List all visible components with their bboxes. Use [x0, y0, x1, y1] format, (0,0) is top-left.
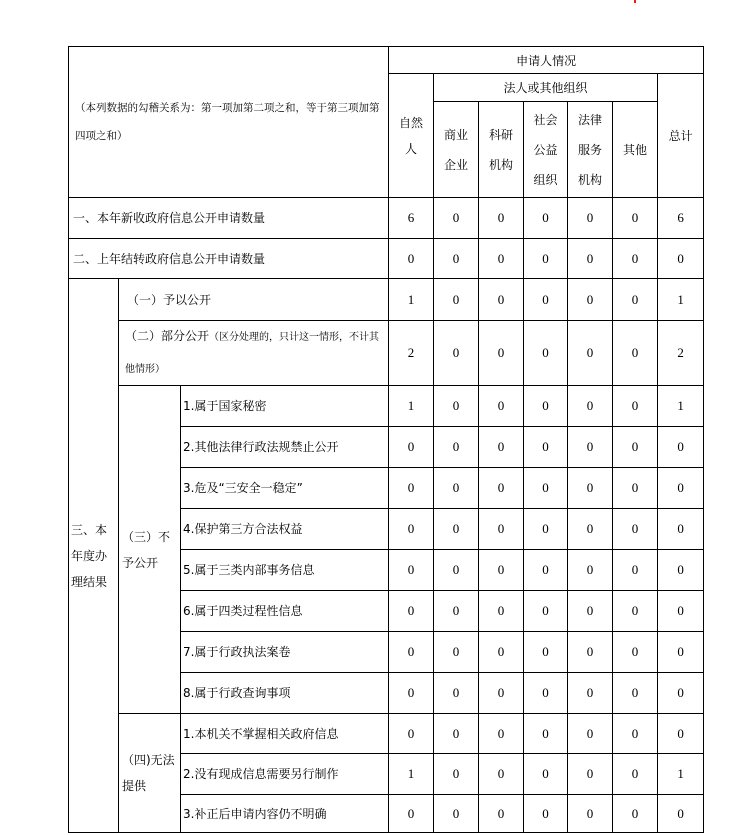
cell: 0: [434, 386, 479, 427]
cell: 0: [389, 239, 434, 279]
cell: 0: [658, 591, 704, 632]
cell: 2: [658, 321, 704, 386]
cell: 0: [479, 795, 524, 833]
cell: 0: [434, 321, 479, 386]
cell: 0: [613, 427, 658, 468]
cell: 0: [434, 795, 479, 833]
row-note: （区分处理的，只计这一情形，不计其他情形）: [125, 332, 380, 375]
cell: 0: [524, 386, 568, 427]
cell: 0: [568, 239, 613, 279]
cell: 0: [568, 321, 613, 386]
row-label: 8.属于行政查询事项: [181, 673, 389, 714]
cell: 0: [658, 468, 704, 509]
cell: 0: [568, 198, 613, 239]
disclosure-stats-table: [68, 46, 704, 833]
table-row: [69, 279, 704, 321]
section3-label: 三、本年度办理结果: [71, 522, 108, 589]
table-row: [69, 386, 704, 427]
cell: 0: [613, 198, 658, 239]
cell: 0: [524, 754, 568, 795]
cell: 0: [568, 550, 613, 591]
cell: 0: [568, 632, 613, 673]
cell: 0: [524, 550, 568, 591]
cell: 0: [479, 754, 524, 795]
cell: 0: [568, 509, 613, 550]
cell: 0: [524, 632, 568, 673]
row-label: 2.没有现成信息需要另行制作: [181, 754, 389, 795]
cell: 0: [389, 550, 434, 591]
cell: 0: [658, 550, 704, 591]
cell: 0: [479, 509, 524, 550]
cell: 1: [389, 386, 434, 427]
cell: 0: [434, 673, 479, 714]
cell: 0: [524, 279, 568, 321]
legal-group-header: 法人或其他组织: [434, 74, 658, 102]
row-label: 2.其他法律行政法规禁止公开: [181, 427, 389, 468]
cell: 0: [479, 550, 524, 591]
cell: 0: [658, 632, 704, 673]
col-natural-person: [389, 74, 434, 198]
cell: 0: [479, 239, 524, 279]
cell: 0: [479, 632, 524, 673]
col-natural-person-label: 自然人: [399, 115, 424, 156]
unavailable-group-cell: [119, 714, 181, 833]
withheld-group-cell: [119, 386, 181, 714]
cell: 0: [389, 795, 434, 833]
cell: 0: [434, 632, 479, 673]
header-note: （本列数据的勾稽关系为：第一项加第二项之和，等于第三项加第四项之和）: [69, 47, 389, 198]
cell: 0: [389, 632, 434, 673]
cell: 0: [568, 386, 613, 427]
cell: 0: [479, 198, 524, 239]
cell: 0: [613, 673, 658, 714]
cell: 6: [389, 198, 434, 239]
table-row: [69, 239, 704, 279]
cell: 0: [613, 279, 658, 321]
cell: 0: [568, 427, 613, 468]
cell: 6: [658, 198, 704, 239]
cell: 0: [389, 509, 434, 550]
cell: 0: [434, 198, 479, 239]
cell: 0: [434, 591, 479, 632]
cell: 0: [613, 321, 658, 386]
col-other: 其他: [613, 102, 658, 198]
cell: 0: [389, 468, 434, 509]
cell: 0: [613, 591, 658, 632]
row-label: （一）予以公开: [119, 279, 389, 321]
applicant-group-header: 申请人情况: [389, 47, 704, 74]
col-legal-service: [568, 102, 613, 198]
cell: 0: [524, 321, 568, 386]
row-label: 4.保护第三方合法权益: [181, 509, 389, 550]
row-label: 二、上年结转政府信息公开申请数量: [69, 239, 389, 279]
row-label: 5.属于三类内部事务信息: [181, 550, 389, 591]
col-business: [434, 102, 479, 198]
col-public-welfare: [524, 102, 568, 198]
row-label: 3.危及“三安全一稳定”: [181, 468, 389, 509]
cell: 0: [479, 321, 524, 386]
cell: 0: [658, 673, 704, 714]
cell: 0: [524, 468, 568, 509]
cell: 0: [479, 386, 524, 427]
cell: 0: [613, 632, 658, 673]
cell: 0: [389, 591, 434, 632]
cell: 0: [479, 714, 524, 754]
cell: 0: [658, 509, 704, 550]
cell: 0: [658, 427, 704, 468]
red-mark: [634, 0, 636, 3]
section3-label-cell: [69, 279, 119, 833]
cell: 0: [434, 427, 479, 468]
cell: 0: [613, 714, 658, 754]
cell: 0: [479, 279, 524, 321]
cell: 0: [613, 550, 658, 591]
cell: 0: [389, 673, 434, 714]
cell: 0: [613, 468, 658, 509]
row-label: 3.补正后申请内容仍不明确: [181, 795, 389, 833]
cell: 0: [613, 239, 658, 279]
cell: 0: [568, 754, 613, 795]
row-label: 1.属于国家秘密: [181, 386, 389, 427]
col-legal-service-label: 法律服务机构: [578, 112, 603, 187]
table-row: [69, 714, 704, 754]
cell: 0: [479, 673, 524, 714]
cell: 0: [613, 795, 658, 833]
withheld-group-label: （三）不予公开: [122, 529, 171, 570]
cell: 1: [389, 279, 434, 321]
cell: 0: [568, 673, 613, 714]
table-row: [69, 198, 704, 239]
cell: 0: [434, 550, 479, 591]
cell: 0: [613, 754, 658, 795]
cell: 0: [524, 427, 568, 468]
cell: 0: [434, 754, 479, 795]
cell: 0: [479, 591, 524, 632]
cell: 1: [658, 754, 704, 795]
row-label: 一、本年新收政府信息公开申请数量: [69, 198, 389, 239]
row-label: 6.属于四类过程性信息: [181, 591, 389, 632]
cell: 0: [389, 427, 434, 468]
cell: 0: [568, 795, 613, 833]
cell: 0: [524, 509, 568, 550]
table-row: [69, 321, 704, 386]
cell: 1: [389, 754, 434, 795]
cell: 1: [658, 386, 704, 427]
cell: 0: [568, 279, 613, 321]
row-label: 7.属于行政执法案卷: [181, 632, 389, 673]
cell: 0: [613, 509, 658, 550]
cell: 0: [524, 714, 568, 754]
cell: 0: [658, 795, 704, 833]
cell: 2: [389, 321, 434, 386]
col-research: [479, 102, 524, 198]
cell: 0: [434, 239, 479, 279]
col-public-welfare-label: 社会公益组织: [533, 112, 558, 187]
cell: 0: [524, 239, 568, 279]
cell: 0: [524, 673, 568, 714]
col-total: 总计: [658, 74, 704, 198]
cell: 0: [524, 591, 568, 632]
cell: 0: [568, 468, 613, 509]
cell: 0: [434, 714, 479, 754]
col-business-label: 商业企业: [444, 127, 469, 172]
cell: 0: [524, 795, 568, 833]
cell: 0: [389, 714, 434, 754]
cell: 0: [524, 198, 568, 239]
col-research-label: 科研机构: [489, 127, 514, 172]
cell: 0: [568, 714, 613, 754]
cell: 0: [434, 468, 479, 509]
row-label-partial: [119, 321, 389, 386]
unavailable-group-label: （四)无法提供: [122, 753, 175, 793]
cell: 0: [658, 714, 704, 754]
cell: 0: [568, 591, 613, 632]
cell: 0: [434, 509, 479, 550]
cell: 0: [479, 468, 524, 509]
row-label: 1.本机关不掌握相关政府信息: [181, 714, 389, 754]
cell: 0: [479, 427, 524, 468]
cell: 0: [613, 386, 658, 427]
cell: 0: [434, 279, 479, 321]
cell: 1: [658, 279, 704, 321]
cell: 0: [658, 239, 704, 279]
row-label: （二）部分公开: [125, 329, 210, 343]
